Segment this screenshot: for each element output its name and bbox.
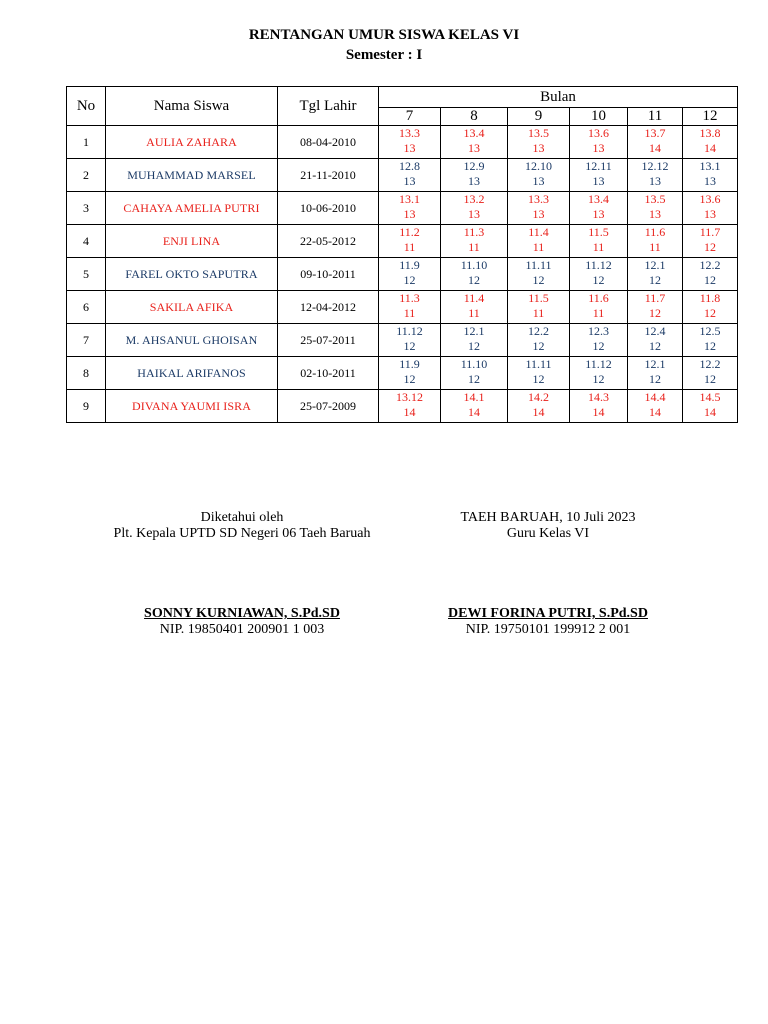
table-row	[67, 390, 738, 423]
age-years-months: 13.7	[644, 126, 666, 140]
age-rounded: 13	[403, 174, 416, 188]
age-cell	[441, 258, 508, 291]
age-years-months: 11.5	[528, 291, 549, 305]
age-rounded: 13	[704, 207, 716, 221]
header-dob: Tgl Lahir	[278, 87, 379, 126]
age-rounded: 12	[592, 339, 605, 353]
age-rounded: 14	[704, 141, 716, 155]
age-years-months: 12.8	[399, 159, 420, 173]
row-number: 4	[67, 225, 106, 258]
age-cell	[570, 159, 628, 192]
age-years-months: 11.12	[396, 324, 423, 338]
header-bulan: Bulan	[379, 87, 738, 108]
age-cell	[570, 324, 628, 357]
age-cell	[441, 192, 508, 225]
row-number: 9	[67, 390, 106, 423]
age-years-months: 13.4	[588, 192, 609, 206]
teacher-title: Guru Kelas VI	[506, 526, 590, 541]
age-cell	[508, 192, 570, 225]
age-rounded: 12	[403, 372, 416, 386]
age-cell	[441, 390, 508, 423]
age-years-months: 11.8	[699, 291, 721, 305]
age-years-months: 12.9	[463, 159, 485, 173]
birth-date: 12-04-2012	[278, 291, 379, 324]
signature-block-left	[92, 510, 392, 638]
age-rounded: 14	[532, 405, 545, 419]
age-cell	[508, 291, 570, 324]
student-name: M. AHSANUL GHOISAN	[106, 324, 278, 357]
age-years-months: 11.7	[644, 291, 666, 305]
age-years-months: 12.4	[644, 324, 666, 338]
age-rounded: 13	[532, 207, 545, 221]
age-cell	[379, 225, 441, 258]
birth-date: 10-06-2010	[278, 192, 379, 225]
age-cell	[628, 126, 683, 159]
age-cell	[508, 225, 570, 258]
age-rounded: 13	[403, 207, 416, 221]
age-years-months: 14.2	[528, 390, 549, 404]
birth-date: 22-05-2012	[278, 225, 379, 258]
age-years-months: 14.3	[588, 390, 609, 404]
row-number: 2	[67, 159, 106, 192]
age-years-months: 12.3	[588, 324, 609, 338]
age-cell	[441, 126, 508, 159]
age-years-months: 13.5	[644, 192, 666, 206]
age-cell	[379, 291, 441, 324]
principal-nip: NIP. 19850401 200901 1 003	[159, 622, 325, 637]
age-rounded: 13	[468, 141, 480, 155]
age-years-months: 11.2	[399, 225, 420, 239]
table-row	[67, 159, 738, 192]
age-rounded: 12	[592, 273, 605, 287]
birth-date: 08-04-2010	[278, 126, 379, 159]
age-years-months: 14.1	[463, 390, 485, 404]
semester-label: Semester : I	[345, 47, 423, 63]
age-cell	[379, 159, 441, 192]
age-rounded: 13	[468, 207, 480, 221]
age-cell	[570, 258, 628, 291]
age-rounded: 11	[649, 240, 661, 254]
age-cell	[570, 291, 628, 324]
age-years-months: 13.6	[588, 126, 609, 140]
age-cell	[441, 159, 508, 192]
age-rounded: 11	[592, 306, 605, 320]
age-cell	[379, 357, 441, 390]
age-cell	[628, 324, 683, 357]
age-rounded: 12	[532, 339, 545, 353]
age-cell	[683, 126, 738, 159]
age-rounded: 12	[532, 372, 545, 386]
age-rounded: 13	[532, 174, 545, 188]
age-rounded: 11	[403, 240, 416, 254]
age-cell	[508, 258, 570, 291]
age-rounded: 13	[592, 207, 605, 221]
age-years-months: 12.1	[644, 357, 666, 371]
age-cell	[628, 159, 683, 192]
age-rounded: 14	[403, 405, 416, 419]
row-number: 3	[67, 192, 106, 225]
age-years-months: 12.2	[699, 357, 721, 371]
table-row	[67, 126, 738, 159]
age-years-months: 11.3	[399, 291, 420, 305]
age-range-table	[66, 86, 738, 423]
age-years-months: 11.9	[399, 357, 420, 371]
age-cell	[379, 324, 441, 357]
age-rounded: 14	[592, 405, 605, 419]
age-years-months: 11.9	[399, 258, 420, 272]
age-rounded: 14	[649, 141, 661, 155]
age-cell	[570, 357, 628, 390]
age-years-months: 12.1	[463, 324, 485, 338]
table-row	[67, 192, 738, 225]
age-rounded: 13	[649, 207, 661, 221]
age-cell	[379, 258, 441, 291]
age-years-months: 12.2	[699, 258, 721, 272]
age-rounded: 12	[468, 372, 480, 386]
age-rounded: 12	[649, 273, 661, 287]
age-rounded: 14	[468, 405, 480, 419]
age-years-months: 11.10	[460, 258, 488, 272]
age-years-months: 13.8	[699, 126, 721, 140]
age-years-months: 13.6	[699, 192, 721, 206]
age-years-months: 14.5	[699, 390, 721, 404]
age-years-months: 11.4	[463, 291, 485, 305]
age-rounded: 14	[704, 405, 716, 419]
age-cell	[508, 159, 570, 192]
age-cell	[628, 225, 683, 258]
age-cell	[508, 390, 570, 423]
age-years-months: 14.4	[644, 390, 666, 404]
age-rounded: 12	[468, 339, 480, 353]
header-month: 8	[441, 108, 508, 126]
header-month: 7	[379, 108, 441, 126]
age-rounded: 12	[403, 273, 416, 287]
age-rounded: 12	[532, 273, 545, 287]
age-years-months: 13.2	[463, 192, 485, 206]
age-cell	[683, 258, 738, 291]
table-row	[67, 225, 738, 258]
birth-date: 02-10-2011	[278, 357, 379, 390]
row-number: 6	[67, 291, 106, 324]
row-number: 7	[67, 324, 106, 357]
age-rounded: 13	[403, 141, 416, 155]
age-cell	[683, 192, 738, 225]
age-cell	[441, 324, 508, 357]
age-cell	[441, 357, 508, 390]
age-years-months: 12.1	[644, 258, 666, 272]
age-rounded: 11	[468, 240, 480, 254]
age-years-months: 11.12	[585, 357, 612, 371]
age-rounded: 12	[403, 339, 416, 353]
teacher-nip: NIP. 19750101 199912 2 001	[465, 622, 631, 637]
age-rounded: 11	[532, 240, 545, 254]
student-name: MUHAMMAD MARSEL	[106, 159, 278, 192]
age-rounded: 12	[592, 372, 605, 386]
age-years-months: 12.10	[525, 159, 552, 173]
age-rounded: 13	[592, 141, 605, 155]
age-cell	[508, 126, 570, 159]
place-date: TAEH BARUAH, 10 Juli 2023	[460, 510, 636, 525]
age-rounded: 14	[649, 405, 661, 419]
student-name: ENJI LINA	[106, 225, 278, 258]
age-cell	[628, 390, 683, 423]
age-years-months: 11.3	[463, 225, 485, 239]
age-cell	[508, 324, 570, 357]
age-cell	[628, 357, 683, 390]
age-rounded: 12	[649, 339, 661, 353]
document-title: RENTANGAN UMUR SISWA KELAS VI	[248, 27, 520, 43]
age-cell	[379, 192, 441, 225]
age-years-months: 11.11	[525, 357, 552, 371]
age-cell	[570, 192, 628, 225]
age-rounded: 12	[704, 339, 716, 353]
age-rounded: 11	[592, 240, 605, 254]
table-row	[67, 324, 738, 357]
age-years-months: 11.5	[588, 225, 609, 239]
birth-date: 09-10-2011	[278, 258, 379, 291]
age-years-months: 13.4	[463, 126, 485, 140]
age-cell	[570, 126, 628, 159]
birth-date: 25-07-2011	[278, 324, 379, 357]
student-name: FAREL OKTO SAPUTRA	[106, 258, 278, 291]
age-cell	[683, 357, 738, 390]
age-years-months: 13.1	[399, 192, 420, 206]
header-month: 12	[683, 108, 738, 126]
age-years-months: 11.4	[528, 225, 549, 239]
principal-title: Plt. Kepala UPTD SD Negeri 06 Taeh Baruah	[113, 526, 371, 541]
age-cell	[628, 258, 683, 291]
age-years-months: 11.6	[588, 291, 609, 305]
age-years-months: 11.10	[460, 357, 488, 371]
age-years-months: 11.12	[585, 258, 612, 272]
age-rounded: 11	[468, 306, 480, 320]
student-name: HAIKAL ARIFANOS	[106, 357, 278, 390]
table-row	[67, 291, 738, 324]
age-years-months: 12.2	[528, 324, 549, 338]
age-cell	[683, 324, 738, 357]
age-years-months: 13.1	[699, 159, 721, 173]
age-cell	[683, 291, 738, 324]
age-cell	[628, 291, 683, 324]
age-rounded: 13	[468, 174, 480, 188]
age-cell	[379, 390, 441, 423]
age-years-months: 13.12	[396, 390, 423, 404]
age-years-months: 13.3	[399, 126, 420, 140]
age-rounded: 13	[704, 174, 716, 188]
student-name: DIVANA YAUMI ISRA	[106, 390, 278, 423]
age-cell	[379, 126, 441, 159]
signature-block-right	[413, 510, 683, 638]
header-name: Nama Siswa	[106, 87, 278, 126]
row-number: 1	[67, 126, 106, 159]
age-cell	[683, 390, 738, 423]
age-cell	[441, 225, 508, 258]
student-name: CAHAYA AMELIA PUTRI	[106, 192, 278, 225]
age-cell	[570, 390, 628, 423]
age-rounded: 13	[592, 174, 605, 188]
principal-name: SONNY KURNIAWAN, S.Pd.SD	[144, 606, 340, 621]
table-row	[67, 357, 738, 390]
age-cell	[570, 225, 628, 258]
age-rounded: 12	[704, 240, 716, 254]
age-rounded: 12	[468, 273, 480, 287]
age-years-months: 13.5	[528, 126, 549, 140]
table-row	[67, 258, 738, 291]
age-cell	[683, 159, 738, 192]
acknowledged-label: Diketahui oleh	[200, 510, 284, 525]
age-years-months: 11.11	[525, 258, 552, 272]
age-rounded: 12	[649, 306, 661, 320]
age-rounded: 12	[704, 273, 716, 287]
age-rounded: 11	[403, 306, 416, 320]
student-name: SAKILA AFIKA	[106, 291, 278, 324]
birth-date: 21-11-2010	[278, 159, 379, 192]
age-years-months: 12.12	[641, 159, 669, 173]
age-years-months: 11.6	[644, 225, 666, 239]
header-month: 11	[628, 108, 683, 126]
age-years-months: 12.11	[585, 159, 612, 173]
header-month: 9	[508, 108, 570, 126]
age-rounded: 13	[649, 174, 661, 188]
student-name: AULIA ZAHARA	[106, 126, 278, 159]
age-cell	[441, 291, 508, 324]
age-years-months: 11.7	[699, 225, 721, 239]
age-rounded: 13	[532, 141, 545, 155]
table-body	[67, 126, 738, 423]
age-rounded: 12	[704, 306, 716, 320]
teacher-name: DEWI FORINA PUTRI, S.Pd.SD	[448, 606, 648, 621]
age-cell	[683, 225, 738, 258]
age-rounded: 12	[704, 372, 716, 386]
header-month: 10	[570, 108, 628, 126]
age-rounded: 11	[532, 306, 545, 320]
header-no: No	[67, 87, 106, 126]
age-years-months: 12.5	[699, 324, 721, 338]
age-years-months: 13.3	[528, 192, 549, 206]
age-rounded: 12	[649, 372, 661, 386]
birth-date: 25-07-2009	[278, 390, 379, 423]
age-cell	[508, 357, 570, 390]
row-number: 8	[67, 357, 106, 390]
age-cell	[628, 192, 683, 225]
row-number: 5	[67, 258, 106, 291]
